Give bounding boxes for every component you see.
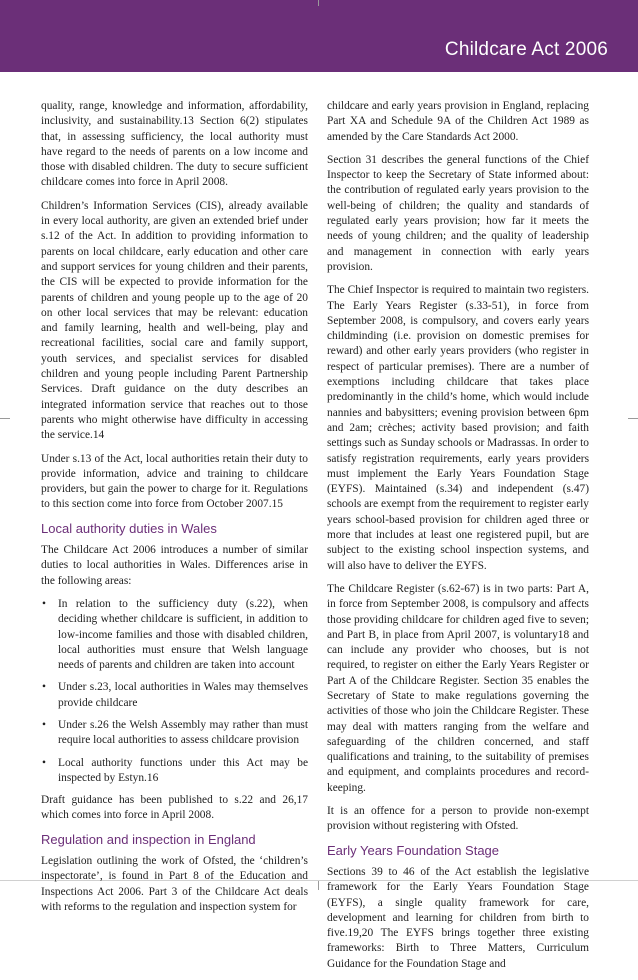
section-heading-wales: Local authority duties in Wales: [41, 520, 217, 536]
list-item: • In relation to the sufficiency duty (s.22), when deciding whether childcare is sufficient, in addition to low-income families and those with disabled children, local authorities must ensure that Welsh language needs of parents and children are taken into account: [41, 597, 308, 673]
document-title: Childcare Act 2006: [444, 39, 608, 60]
paragraph: The Childcare Act 2006 introduces a number of similar duties to local authorities in Wales. Differences arise in the following areas:: [41, 544, 308, 587]
paragraph: The Childcare Register (s.62-67) is in two parts: Part A, in force from September 2008, is compulsory and affects those providing childcare for children aged five to seven; and Part B, in place from April 2007, is voluntary18 and can include any provider who chooses, but is not required, to register on either the Early Years Register or Part A of the Childcare Register. Section 35 enables the Secretary of State to make regulations governing the activities of those who join the Childcare Register. These may deal with matters ranging from the welfare and safeguarding of the children concerned, and staff qualifications and training, to the suitability of premises and equipment, and complaints procedures and record-keeping.: [327, 582, 589, 794]
header-banner: [0, 0, 638, 72]
list-item: • Under s.23, local authorities in Wales may themselves provide childcare: [41, 680, 308, 711]
paragraph: It is an offence for a person to provide non-exempt provision without registering with Ofsted.: [327, 805, 589, 833]
right-column: [327, 99, 589, 980]
paragraph: Sections 39 to 46 of the Act establish the legislative framework for the Early Years Foundation Stage (EYFS), a single quality framework for care, development and learning for children from birth to five.19,20 The EYFS brings together three existing frameworks: Birth to Three Matters, Curriculum Guidance for the Foundation Stage and: [327, 865, 589, 970]
paragraph: The Chief Inspector is required to maintain two registers. The Early Years Register (s.33-51), in force from September 2008, is compulsory, and covers early years childminding (i.e. provision on domestic premises for reward) and other early years providers (who register in respect of particular premises). There are a number of exemptions including childcare that takes place predominantly in the child’s home, which would include nannies and babysitters; evening provision between 6pm and 2am; crèches; activity based provision; and faith settings such as Sunday schools or Madrassas. In order to satisfy registration requirements, early years providers must implement the Early Years Foundation Stage (EYFS). Maintained (s.34) and independent (s.47) schools are exempt from the requirement to register early years school-based provision for children aged three or more that includes at least one registered pupil, but are subject to the existing school inspection systems, and will also have to deliver the EYFS.: [327, 284, 589, 572]
left-column: [41, 99, 308, 923]
paragraph: Under s.13 of the Act, local authorities retain their duty to provide information, advice and training to childcare providers, but gain the power to charge for it. Regulations to this section come into force from October 2007.15: [41, 452, 308, 511]
list-item: • Local authority functions under this Act may be inspected by Estyn.16: [41, 756, 308, 787]
crop-mark-top: [318, 0, 319, 6]
bullet-list: [41, 597, 308, 786]
crop-mark-bottom: [318, 880, 319, 890]
paragraph: Section 31 describes the general functions of the Chief Inspector to keep the Secretary of State informed about: the contribution of regulated early years provision to the well-being of children; the quality and standards of regulated early years provision; how far it meets the needs of young children; and the quality of leadership and management in connection with early years provision.: [327, 153, 589, 273]
crop-mark-right: [628, 418, 638, 419]
paragraph: Draft guidance has been published to s.22 and 26,17 which comes into force in April 2008.: [41, 794, 308, 822]
section-heading-england: Regulation and inspection in England: [41, 831, 256, 847]
crop-mark-left: [0, 418, 10, 419]
paragraph: quality, range, knowledge and information, affordability, inclusivity, and sustainability.13 Section 6(2) stipulates that, in assessing sufficiency, the local authority must have regard to the needs of parents on a low income and those with disabled children. The duty to secure sufficient childcare comes into force in April 2008.: [41, 100, 308, 189]
paragraph: childcare and early years provision in England, replacing Part XA and Schedule 9A of the Children Act 1989 as amended by the Care Standards Act 2000.: [327, 100, 589, 143]
section-heading-eyfs: Early Years Foundation Stage: [327, 842, 500, 858]
paragraph: Legislation outlining the work of Ofsted, the ‘children’s inspectorate’, is found in Part 8 of the Education and Inspections Act 2006. Part 3 of the Childcare Act deals with reforms to the regulation and inspection system for: [41, 855, 308, 913]
list-item: • Under s.26 the Welsh Assembly may rather than must require local authorities to assess childcare provision: [41, 718, 308, 749]
paragraph: Children’s Information Services (CIS), already available in every local authority, are given an extended brief under s.12 of the Act. In addition to providing information to parents on local childcare, early education and other care and support services for young children and their parents, the CIS will be expected to provide information for the parents of children and young people up to the age of 20 on other local services that may be relevant: education and family learning, health and well-being, play and recreational facilities, social care and family support, youth services, and specialist services for disabled children and young people including Parent Partnership Services. Draft guidance on the duty describes an integrated information service that reaches out to those parents who might otherwise have difficulty in accessing the service.14: [41, 199, 308, 442]
